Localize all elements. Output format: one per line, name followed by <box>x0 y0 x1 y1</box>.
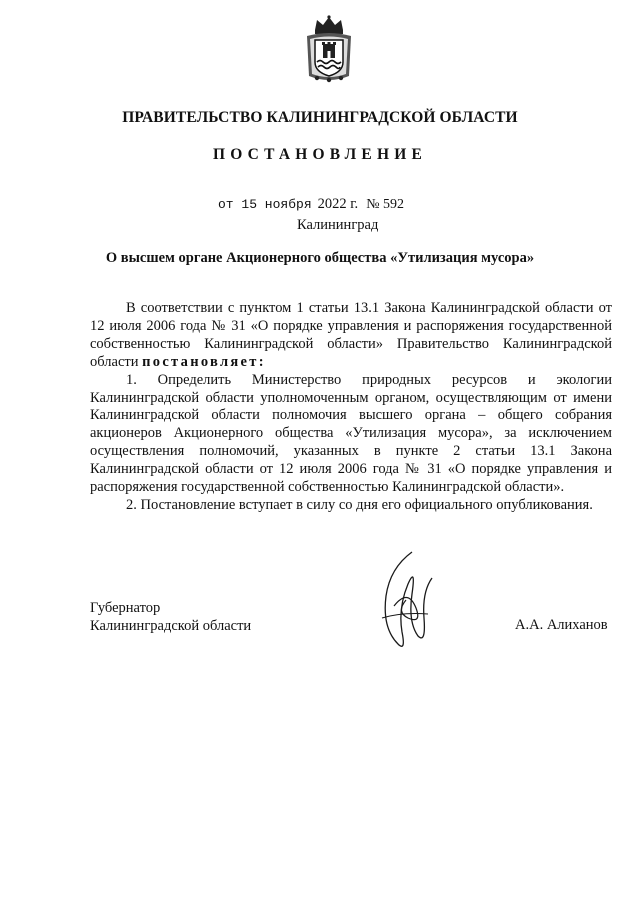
document-type-title: ПОСТАНОВЛЕНИЕ <box>212 146 428 163</box>
preamble-text: В соответствии с пунктом 1 статьи 13.1 Закона Калининградской области от 12 июля 2006 года № 31 «О порядке управления и распоряжения государственной собственностью Калининградской области» Правительство Калининградской области <box>90 300 612 370</box>
signatory-position <box>90 599 251 635</box>
document-date-line <box>218 196 404 213</box>
position-line-1: Губернатор <box>90 600 161 616</box>
document-body <box>90 300 612 515</box>
item-1-paragraph: 1. Определить Министерство природных ресурсов и экологии Калининградской области уполномоченным органом, осуществляющим от имени Калининградской области полномочия высшего органа – общего собрания акционеров Акционерного общества «Утилизация мусора», за исключением осуществления полномочий, указанных в пункте 2 статьи 13.1 Закона Калининградской области от 12 июля 2006 года № 31 «О порядке управления и распоряжения государственной собственностью Калининградской области». <box>90 371 612 496</box>
document-subject: О высшем органе Акционерного общества «Утилизация мусора» <box>105 250 535 266</box>
signatory-name: А.А. Алиханов <box>515 617 608 633</box>
document-number-text: № 592 <box>366 197 405 212</box>
decree-word: постановляет: <box>142 353 266 370</box>
position-line-2: Калининградской области <box>90 618 252 634</box>
preamble-paragraph <box>90 300 612 372</box>
coat-of-arms-icon <box>303 14 355 84</box>
document-city: Калининград <box>297 217 379 233</box>
item-2-paragraph: 2. Постановление вступает в силу со дня его официального опубликования. <box>126 496 593 513</box>
handwritten-signature <box>372 548 442 658</box>
document-year: 2022 г. <box>317 196 359 212</box>
document-number <box>366 197 404 212</box>
document-date: от 15 ноября <box>218 197 312 212</box>
organization-title: ПРАВИТЕЛЬСТВО КАЛИНИНГРАДСКОЙ ОБЛАСТИ <box>122 109 518 126</box>
